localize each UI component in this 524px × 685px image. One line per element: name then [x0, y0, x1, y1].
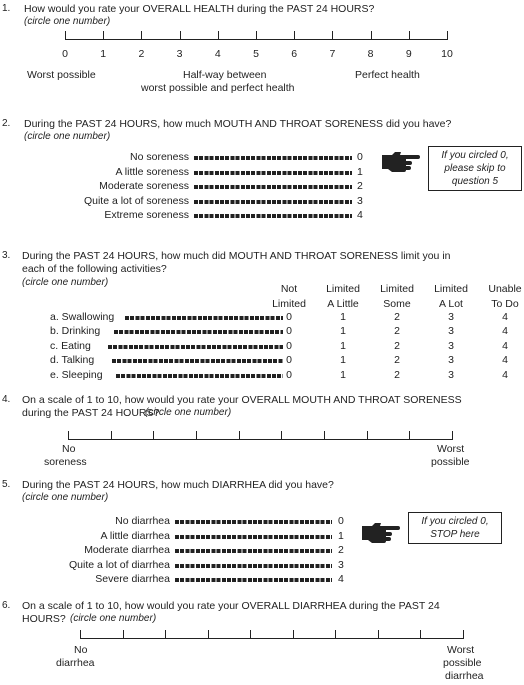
leader-dots	[194, 214, 352, 218]
option-label: Quite a lot of soreness	[83, 194, 189, 207]
rating-option[interactable]: 1	[340, 354, 346, 367]
option-label: Moderate soreness	[99, 180, 189, 193]
leader-dots	[116, 374, 283, 378]
rating-option[interactable]: 3	[448, 368, 454, 381]
scale-tick	[103, 31, 104, 40]
leader-dots	[175, 535, 332, 539]
rating-option[interactable]: 0	[286, 339, 292, 352]
column-header-line: Limited	[272, 298, 306, 310]
question-number: 5.	[2, 479, 11, 490]
rating-option[interactable]: 2	[394, 368, 400, 381]
scale-number-option[interactable]: 10	[441, 48, 453, 60]
scale-tick	[332, 31, 333, 40]
option-label: Quite a lot of diarrhea	[69, 558, 170, 571]
rating-option[interactable]: 4	[502, 339, 508, 352]
column-header-line: A Lot	[439, 298, 463, 310]
instruction: (circle one number)	[24, 16, 111, 27]
scale-anchor-low: Worst possible	[27, 69, 96, 81]
leader-dots	[114, 330, 283, 334]
activity-row	[0, 369, 524, 383]
rating-option[interactable]: 3	[448, 325, 454, 338]
scale-number-option[interactable]: 9	[405, 48, 412, 60]
option-label: A little diarrhea	[100, 529, 170, 542]
scale-tick-option[interactable]	[367, 431, 368, 440]
question-text-cont: during the PAST 24 HOURS?	[22, 407, 160, 419]
option-row[interactable]	[0, 209, 524, 223]
scale-tick	[65, 31, 66, 40]
activity-row	[0, 311, 524, 325]
rating-option[interactable]: 2	[394, 325, 400, 338]
activity-label: e. Sleeping	[50, 368, 103, 381]
instruction: (circle one number)	[24, 131, 111, 142]
pointing-hand-icon	[380, 150, 420, 172]
callout-line: If you circled 0,	[441, 150, 509, 161]
rating-option[interactable]: 4	[502, 354, 508, 367]
scale-number-option[interactable]: 2	[138, 48, 145, 60]
scale-anchor-mid-detail: worst possible and perfect health	[141, 82, 295, 94]
leader-dots	[125, 316, 283, 320]
scale-tick-option[interactable]	[281, 431, 282, 440]
rating-option[interactable]: 1	[340, 339, 346, 352]
rating-option[interactable]: 3	[448, 311, 454, 323]
scale-tick	[371, 31, 372, 40]
leader-dots	[194, 156, 352, 160]
question-text: During the PAST 24 HOURS, how much DIARRHEA did you have?	[22, 479, 334, 491]
scale-tick	[447, 31, 448, 40]
option-value[interactable]: 2	[338, 544, 344, 557]
rating-option[interactable]: 0	[286, 368, 292, 381]
question-text: On a scale of 1 to 10, how would you rate your OVERALL MOUTH AND THROAT SORENESS	[22, 394, 462, 406]
column-header-line: Limited	[380, 283, 414, 295]
scale-tick-option[interactable]	[123, 630, 124, 639]
rating-option[interactable]: 4	[502, 311, 508, 323]
activity-label: d. Talking	[50, 354, 95, 367]
pointing-hand-icon	[360, 521, 400, 543]
rating-option[interactable]: 2	[394, 354, 400, 367]
column-header	[434, 282, 468, 312]
scale-anchor-mid: Half-way between	[183, 69, 267, 81]
option-value[interactable]: 3	[338, 558, 344, 571]
scale-tick-option[interactable]	[153, 431, 154, 440]
activity-label: c. Eating	[50, 339, 91, 352]
scale-anchor-low: No	[62, 443, 76, 455]
question-text: During the PAST 24 HOURS, how much MOUTH AND THROAT SORENESS did you have?	[24, 118, 452, 130]
leader-dots	[175, 549, 332, 553]
column-header	[326, 282, 360, 312]
stop-instruction-callout	[408, 512, 502, 544]
question-text: How would you rate your OVERALL HEALTH during the PAST 24 HOURS?	[24, 3, 375, 15]
scale-anchor-high-cont: possible	[443, 657, 482, 669]
question-number: 3.	[2, 250, 11, 261]
rating-option[interactable]: 4	[502, 368, 508, 381]
question-text: On a scale of 1 to 10, how would you rate your OVERALL DIARRHEA during the PAST 24	[22, 600, 440, 612]
rating-option[interactable]: 0	[286, 311, 292, 323]
option-label: A little soreness	[115, 165, 189, 178]
column-header-line: To Do	[491, 298, 519, 310]
option-value[interactable]: 1	[357, 165, 363, 178]
scale-tick-option[interactable]	[420, 630, 421, 639]
scale-tick-option[interactable]	[463, 630, 464, 639]
instruction: (circle one number)	[145, 407, 232, 418]
question-text-cont: each of the following activities?	[22, 263, 167, 275]
option-row[interactable]	[0, 195, 524, 209]
skip-instruction-callout	[428, 146, 522, 191]
option-label: Moderate diarrhea	[84, 544, 170, 557]
scale-number-option[interactable]: 5	[253, 48, 259, 60]
leader-dots	[194, 171, 352, 175]
scale-number-option[interactable]: 3	[176, 48, 183, 60]
scale-tick-option[interactable]	[239, 431, 240, 440]
scale-tick	[294, 31, 295, 40]
leader-dots	[194, 200, 352, 204]
scale-anchor-high: Perfect health	[355, 69, 420, 81]
scale-tick	[256, 31, 257, 40]
question-number: 4.	[2, 394, 11, 405]
scale-tick-option[interactable]	[208, 630, 209, 639]
callout-line: please skip to	[444, 163, 506, 174]
option-row[interactable]	[0, 573, 524, 587]
instruction: (circle one number)	[22, 492, 109, 503]
activity-row	[0, 354, 524, 368]
question-text-cont: HOURS?	[22, 613, 66, 625]
leader-dots	[112, 359, 283, 363]
question-number: 2.	[2, 118, 11, 129]
scale-tick-option[interactable]	[409, 431, 410, 440]
scale-number-option[interactable]: 7	[329, 48, 336, 60]
column-header-line: A Little	[327, 298, 359, 310]
scale-number-option[interactable]: 0	[62, 48, 68, 60]
scale-anchor-high: Worst	[447, 644, 475, 656]
rating-option[interactable]: 1	[340, 311, 346, 323]
scale-tick-option[interactable]	[165, 630, 166, 639]
rating-option[interactable]: 2	[394, 311, 400, 323]
activity-label: b. Drinking	[50, 325, 101, 338]
option-value[interactable]: 3	[357, 194, 363, 207]
activity-row	[0, 325, 524, 339]
scale-tick-option[interactable]	[68, 431, 69, 440]
callout-line: STOP here	[430, 529, 480, 540]
column-header	[380, 282, 414, 312]
leader-dots	[175, 564, 332, 568]
option-value[interactable]: 0	[338, 515, 344, 527]
scale-anchor-high: Worst	[437, 443, 465, 455]
rating-scale-line	[80, 638, 463, 639]
instruction: (circle one number)	[70, 613, 157, 624]
scale-tick-option[interactable]	[378, 630, 379, 639]
scale-tick-option[interactable]	[111, 431, 112, 440]
question-text: During the PAST 24 HOURS, how much did MOUTH AND THROAT SORENESS limit you in	[22, 250, 451, 262]
column-header-line: Some	[383, 298, 411, 310]
scale-tick-option[interactable]	[324, 431, 325, 440]
rating-option[interactable]: 4	[502, 325, 508, 338]
rating-option[interactable]: 0	[286, 325, 292, 338]
scale-anchor-high-cont-2: diarrhea	[445, 670, 484, 682]
option-label: No soreness	[130, 151, 189, 163]
leader-dots	[194, 185, 352, 189]
leader-dots	[108, 345, 283, 349]
leader-dots	[175, 520, 332, 524]
option-row[interactable]	[0, 559, 524, 573]
instruction: (circle one number)	[22, 277, 109, 288]
scale-anchor-low: No	[74, 644, 88, 656]
option-value[interactable]: 4	[357, 209, 363, 222]
scale-tick	[141, 31, 142, 40]
column-header-line: Unable	[488, 283, 522, 295]
scale-tick-option[interactable]	[80, 630, 81, 639]
rating-scale-line	[68, 439, 452, 440]
scale-tick	[409, 31, 410, 40]
option-value[interactable]: 1	[338, 529, 344, 542]
rating-option[interactable]: 3	[448, 354, 454, 367]
leader-dots	[175, 578, 332, 582]
scale-number-option[interactable]: 1	[100, 48, 107, 60]
scale-anchor-high-cont: possible	[431, 456, 470, 468]
scale-tick	[180, 31, 181, 40]
scale-number-option[interactable]: 8	[367, 48, 374, 60]
scale-tick-option[interactable]	[196, 431, 197, 440]
rating-option[interactable]: 1	[340, 325, 346, 338]
scale-number-option[interactable]: 6	[291, 48, 298, 60]
option-value[interactable]: 2	[357, 180, 363, 193]
scale-tick	[218, 31, 219, 40]
column-header-line: Limited	[326, 283, 360, 295]
rating-option[interactable]: 0	[286, 354, 292, 367]
scale-tick-option[interactable]	[335, 630, 336, 639]
question-number: 6.	[2, 600, 11, 611]
option-label: Extreme soreness	[104, 209, 189, 222]
option-row[interactable]	[0, 544, 524, 558]
column-header	[488, 282, 521, 312]
question-number: 1.	[2, 3, 11, 14]
rating-option[interactable]: 2	[394, 339, 400, 352]
callout-line: If you circled 0,	[421, 516, 489, 527]
option-value[interactable]: 4	[338, 573, 344, 586]
column-header-line: Limited	[434, 283, 468, 295]
column-header	[272, 282, 306, 312]
scale-tick-option[interactable]	[250, 630, 251, 639]
scale-tick-option[interactable]	[293, 630, 294, 639]
option-label: Severe diarrhea	[95, 573, 170, 586]
scale-number-option[interactable]: 4	[214, 48, 221, 60]
column-header-line: Not	[280, 283, 298, 295]
scale-anchor-low-cont: soreness	[44, 456, 87, 468]
scale-tick-option[interactable]	[452, 431, 453, 440]
rating-option[interactable]: 1	[340, 368, 346, 381]
activity-row	[0, 340, 524, 354]
callout-line: question 5	[451, 176, 499, 187]
scale-anchor-low-cont: diarrhea	[56, 657, 95, 669]
option-value[interactable]: 0	[357, 151, 363, 163]
rating-option[interactable]: 3	[448, 339, 454, 352]
activity-label: a. Swallowing	[50, 311, 115, 323]
option-label: No diarrhea	[115, 515, 170, 527]
